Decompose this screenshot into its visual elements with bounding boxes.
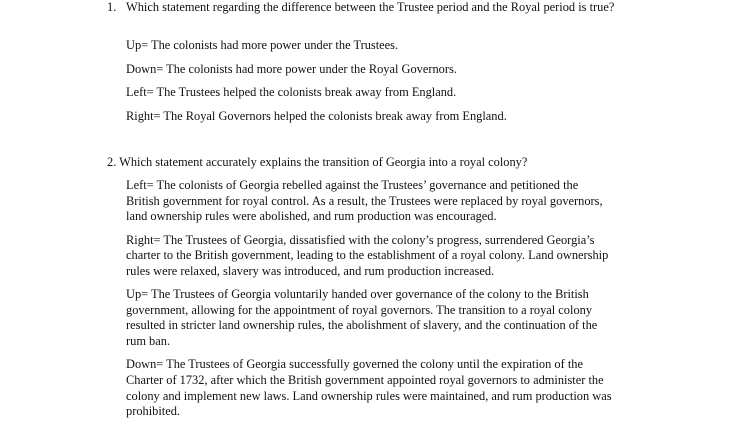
question-1-number: 1. <box>107 0 117 14</box>
option-up: Up= The colonists had more power under the Trustees. <box>126 38 399 52</box>
option-left: Left= The colonists of Georgia rebelled against the Trustees’ governance and petitioned the British government for royal control. As a result, the Trustees were replaced by royal governors, land ownership rules were abolished, and rum production was encouraged. <box>126 178 603 224</box>
option-down: Down= The Trustees of Georgia successfully governed the colony until the expiration of the Charter of 1732, after which the British government appointed royal governors to administer the colony and implement new laws. Land ownership rules were maintained, and rum production was prohibited. <box>126 357 612 419</box>
question-2-options <box>126 178 612 428</box>
option-down: Down= The colonists had more power under the Royal Governors. <box>126 61 457 76</box>
option-right: Right= The Trustees of Georgia, dissatisfied with the colony’s progress, surrendered Georgia’s charter to the British government, leading to the establishment of a royal colony. Land ownership rules were relaxed, slavery was introduced, and rum production increased. <box>126 232 609 278</box>
option-left: Left= The Trustees helped the colonists break away from England. <box>126 85 457 99</box>
option-up: Up= The Trustees of Georgia voluntarily handed over governance of the colony to the British government, allowing for the appointment of royal governors. The transition to a royal colony resulted in stricter land ownership rules, the abolishment of slavery, and the continuation of the rum ban. <box>126 287 598 348</box>
question-1-options <box>126 38 616 132</box>
question-2-text: 2. Which statement accurately explains the transition of Georgia into a royal colony? <box>107 155 528 169</box>
question-1 <box>107 0 615 16</box>
option-right: Right= The Royal Governors helped the colonists break away from England. <box>126 108 507 123</box>
question-1-text: Which statement regarding the difference between the Trustee period and the Royal period is true? <box>126 0 615 14</box>
